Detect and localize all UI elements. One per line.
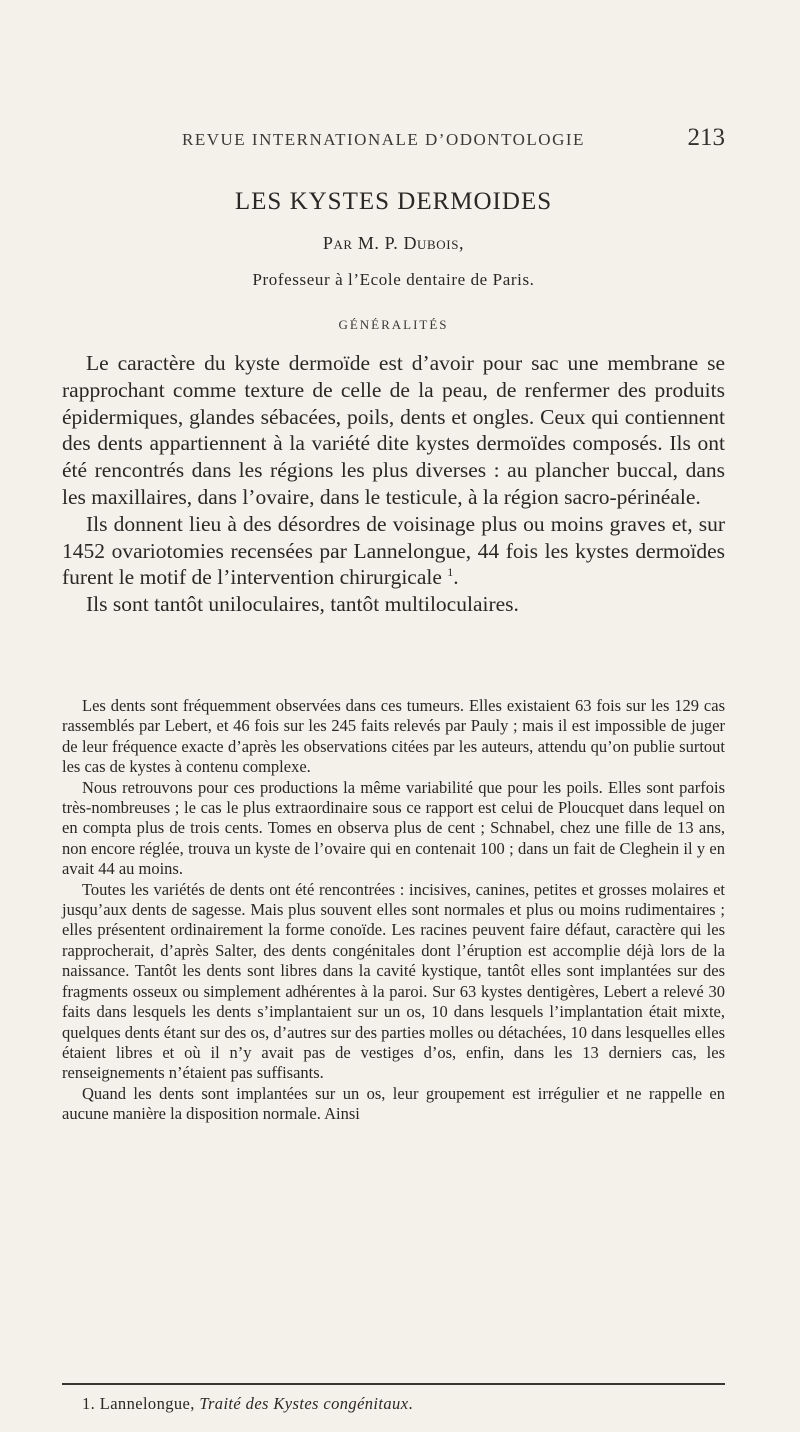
- paragraph-implantation: Quand les dents sont implantées sur un os, leur groupement est irrégulier et ne rappelle en aucune manière la disposition normale. Ainsi: [62, 1083, 725, 1124]
- paragraph-varieties: Toutes les variétés de dents ont été rencontrées : incisives, canines, petites et grosses molaires et jusqu’aux dents de sagesse. Mais plus souvent elles sont normales et plus ou moins rudimentaires ; elles présentent ordinairement la forme conoïde. Les racines peuvent faire défaut, caractère qui les rapprocherait, d’après Salter, des dents congénitales dont l’éruption est accomplie déjà lors de la naissance. Tantôt les dents sont libres dans la cavité kystique, tantôt elles sont implantées sur des fragments osseux ou simplement adhérentes à la paroi. Sur 63 kystes dentigères, Lebert a relevé 30 faits dans lesquels les dents s’implantaient sur un os, 10 dans lesquels l’implantation était mixte, quelques dents étant sur des os, d’autres sur des parties molles ou détachées, 10 dans lesquelles elles étaient libres et où il n’y avait pas de vestiges d’os, enfin, dans les 13 derniers cas, les renseignements n’étaient pas suffisants.: [62, 879, 725, 1083]
- paragraph-variability: Nous retrouvons pour ces productions la même variabilité que pour les poils. Elles sont parfois très-nombreuses ; le cas le plus extraordinaire sous ce rapport est celui de Ploucquet dans lequel on en compta plus de trois cents. Tomes en observa plus de cent ; Schnabel, chez une fille de 13 ans, non encore réglée, trouva un kyste de l’ovaire qui en contenait 100 ; dans un fait de Cleghein il y en avait 44 au moins.: [62, 777, 725, 879]
- paragraph-ovariotomies-end: .: [453, 565, 459, 590]
- body-text-small: [62, 696, 725, 1125]
- paragraph-loculaires: Ils sont tantôt uniloculaires, tantôt multiloculaires.: [86, 592, 519, 617]
- byline-prefix: Par: [322, 233, 353, 253]
- journal-title: REVUE INTERNATIONALE D’ODONTOLOGIE: [182, 130, 585, 149]
- section-heading: GÉNÉRALITÉS: [338, 317, 449, 332]
- byline: [62, 233, 725, 254]
- footnote-number: 1.: [82, 1394, 96, 1413]
- footnote-divider: [62, 1383, 725, 1385]
- paragraph-frequency: Les dents sont fréquemment observées dans ces tumeurs. Elles existaient 63 fois sur les 129 cas rassemblés par Lebert, et 46 fois sur les 245 faits relevés par Pauly ; mais il est impossible de juger de leur fréquence exacte d’après les observations citées par les auteurs, attendu qu’on publie surtout les cas de kystes à contenu complexe.: [62, 696, 725, 777]
- running-head: [62, 124, 725, 154]
- footnote-end: .: [408, 1394, 413, 1413]
- paragraph-intro: Le caractère du kyste dermoïde est d’avoir pour sac une membrane se rapprochant comme texture de celle de la peau, de renfermer des produits épidermiques, glandes sébacées, poils, dents et ongles. Ceux qui contiennent des dents appartiennent à la variété dite kystes dermoïdes composés. Ils ont été rencontrés dans les régions les plus diverses : au plancher buccal, dans les maxillaires, dans l’ovaire, dans le testicule, à la région sacro-périnéale.: [62, 351, 725, 509]
- footnote-reference[interactable]: 1: [447, 565, 454, 580]
- paragraph-ovariotomies-text: Ils donnent lieu à des désordres de voisinage plus ou moins graves et, sur 1452 ovariotomies recensées par Lannelongue, 44 fois les kystes dermoïdes furent le motif de l’intervention chirurgicale: [62, 511, 725, 590]
- author-surname: Dubois,: [403, 233, 465, 253]
- footnote-work-title: Traité des Kystes congénitaux: [199, 1394, 409, 1413]
- page-number: 213: [687, 124, 725, 151]
- author-initials: M. P.: [357, 233, 399, 253]
- footnote-author: Lannelongue,: [99, 1394, 195, 1413]
- paragraph-ovariotomies: [62, 511, 725, 591]
- article-title: LES KYSTES DERMOIDES: [234, 188, 553, 215]
- footnote: [82, 1394, 722, 1414]
- author-affiliation: Professeur à l’Ecole dentaire de Paris.: [252, 270, 535, 289]
- body-text-large: [62, 350, 725, 618]
